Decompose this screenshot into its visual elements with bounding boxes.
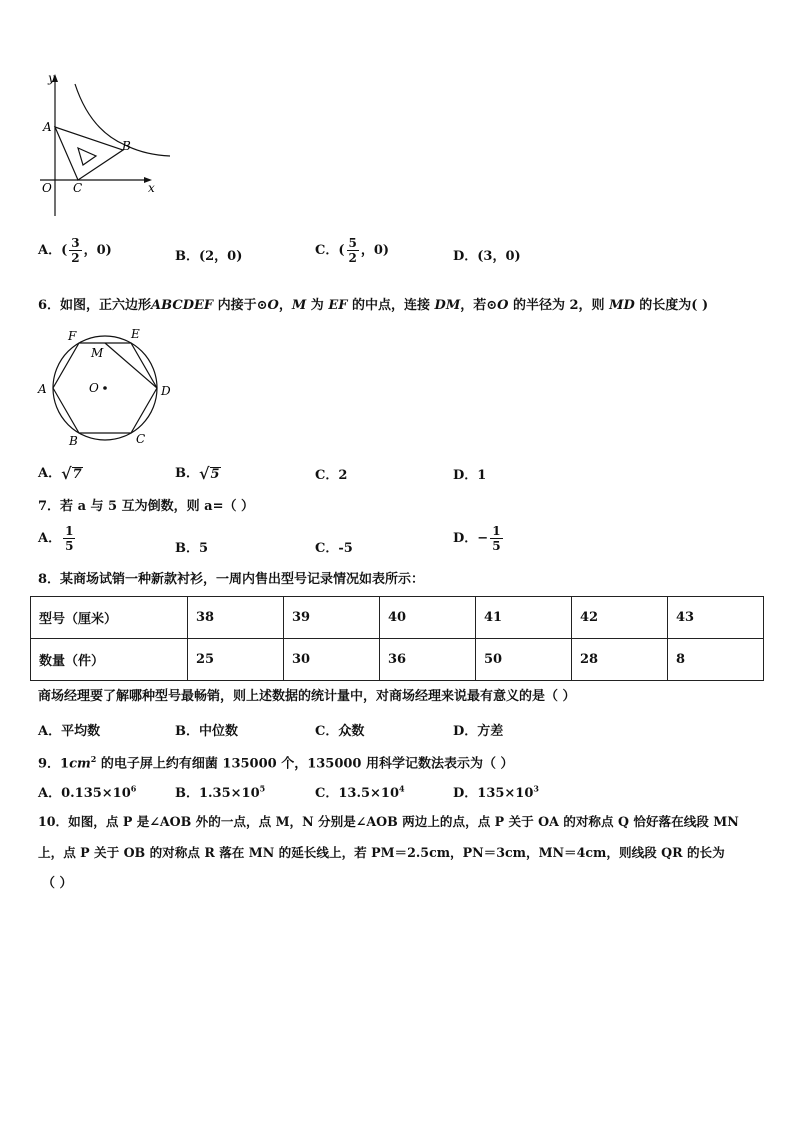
q6-option-a[interactable]: A． √ 7: [38, 463, 82, 483]
q7-option-c[interactable]: C．-5: [315, 541, 353, 556]
label-x: x: [148, 181, 155, 195]
table-cell: 50: [476, 639, 572, 681]
table-cell: 28: [572, 639, 668, 681]
fraction: $\frac{5}{2}$: [348, 236, 357, 265]
q7-stem: 7．若 a 与 5 互为倒数，则 a=（ ）: [38, 499, 254, 514]
label-o: O: [42, 181, 52, 195]
q9-option-a[interactable]: A．$0.135\times 10^6$: [38, 783, 137, 801]
q8-option-a[interactable]: A．平均数: [38, 724, 101, 739]
center-dot: [103, 386, 107, 390]
sqrt: √ 7: [61, 463, 82, 483]
q10-line-1: 10．如图，点 P 是∠AOB 外的一点，点 M，N 分别是∠AOB 两边上的点，点 P 关于 OA 的对称点 Q 恰好落在线段 MN: [38, 814, 739, 829]
label-d: D: [161, 384, 171, 398]
q8-option-d[interactable]: D．方差: [453, 724, 504, 739]
q9-stem: 9．$1cm^2$ 的电子屏上约有细菌 135000 个，135000 用科学记数法表示为（ ）: [38, 754, 514, 772]
table-cell: 41: [476, 597, 572, 639]
q7-option-d[interactable]: D．− $\frac{1}{5}$: [453, 524, 501, 553]
label-e: E: [131, 327, 140, 341]
q8-option-b[interactable]: B．中位数: [175, 724, 238, 739]
q6-option-c[interactable]: C．2: [315, 468, 348, 483]
label-a: A: [43, 120, 52, 134]
q9-option-d[interactable]: D．$135\times 10^3$: [453, 783, 539, 801]
q7-option-b[interactable]: B．5: [175, 541, 209, 556]
segment-md: [105, 343, 157, 388]
inner-triangle: [78, 148, 96, 165]
label-y: y: [48, 71, 55, 85]
label-f: F: [68, 329, 77, 343]
q7-option-a[interactable]: A． $\frac{1}{5}$: [38, 524, 74, 553]
q8-table: [30, 596, 764, 681]
table-cell: 数量（件）: [31, 639, 188, 681]
fraction: $\frac{1}{5}$: [65, 524, 74, 553]
label-c: C: [73, 181, 83, 195]
table-row: [31, 597, 764, 639]
table-cell: 30: [284, 639, 380, 681]
q8-question: 商场经理要了解哪种型号最畅销，则上述数据的统计量中，对商场经理来说最有意义的是（ ）: [38, 689, 576, 704]
q10-line-2: 上，点 P 关于 OB 的对称点 R 落在 MN 的延长线上，若 PM＝2.5cm，PN＝3cm，MN＝4cm，则线段 QR 的长为: [38, 845, 725, 860]
q10-line-3: （ ）: [42, 876, 73, 891]
table-cell: 36: [380, 639, 476, 681]
q8-option-c[interactable]: C．众数: [315, 724, 365, 739]
q5-option-c[interactable]: C．( $\frac{5}{2}$ ，0): [315, 236, 390, 265]
q9-option-b[interactable]: B．$1.35\times 10^5$: [175, 783, 266, 801]
q6-option-d[interactable]: D．1: [453, 468, 487, 483]
q5-figure: [30, 70, 180, 220]
table-cell: 25: [188, 639, 284, 681]
table-row: [31, 639, 764, 681]
label-o: O: [89, 381, 99, 395]
q6-option-b[interactable]: B． √ 5: [175, 463, 220, 483]
table-cell: 39: [284, 597, 380, 639]
table-cell: 38: [188, 597, 284, 639]
label-c: C: [136, 432, 146, 446]
fraction: $\frac{3}{2}$: [71, 236, 80, 265]
q5-option-a[interactable]: A．( $\frac{3}{2}$ ，0): [38, 236, 112, 265]
table-cell: 型号（厘米）: [31, 597, 188, 639]
q5-option-b[interactable]: B．(2，0): [175, 249, 243, 264]
table-cell: 43: [668, 597, 764, 639]
sqrt: √ 5: [199, 463, 220, 483]
q6-figure: [34, 322, 179, 452]
table-cell: 8: [668, 639, 764, 681]
label-m: M: [91, 346, 104, 360]
label-b: B: [122, 139, 131, 153]
table-cell: 40: [380, 597, 476, 639]
label-a: A: [38, 382, 47, 396]
q5-option-d[interactable]: D．(3，0): [453, 249, 521, 264]
q6-stem: 6．如图，正六边形ABCDEF 内接于⊙O，M 为 EF 的中点，连接 DM，若⊙O 的半径为 2，则 MD 的长度为( ): [38, 298, 709, 313]
q9-option-c[interactable]: C．$13.5\times 10^4$: [315, 783, 405, 801]
table-cell: 42: [572, 597, 668, 639]
fraction: $\frac{1}{5}$: [492, 524, 501, 553]
label-b: B: [69, 434, 78, 448]
q8-stem: 8．某商场试销一种新款衬衫，一周内售出型号记录情况如表所示：: [38, 572, 425, 587]
